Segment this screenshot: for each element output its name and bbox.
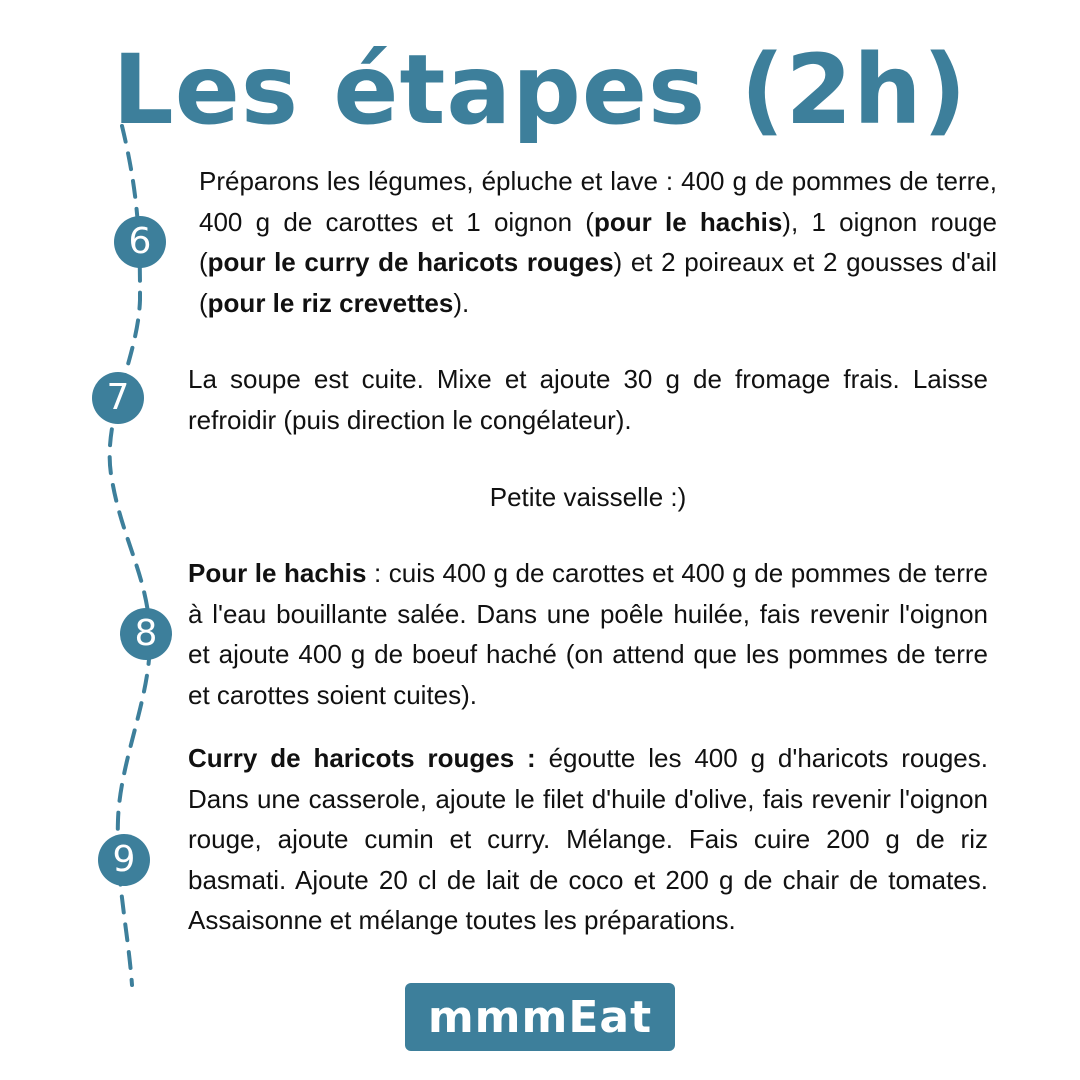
bold-segment: Curry de haricots rouges : [188,743,536,773]
brand-logo: mmmEat [405,983,675,1051]
text-segment: ), 1 oignon rouge ( [199,206,997,277]
text-segment: La soupe est cuite. Mixe et ajoute 30 g de fromage frais. Laisse refroidir (puis direction le congélateur). [188,364,988,435]
bold-segment: pour le riz crevettes [207,287,454,318]
text-segment: Préparons les légumes, épluche et lave : 400 g de pommes de terre, 400 g de carottes et 1 oignon ( [199,166,997,237]
text-segment: ). [453,287,470,318]
bold-segment: pour le hachis [593,206,783,237]
step-8-text [188,553,988,715]
step-number-8: 8 [120,608,172,660]
page-title: Les étapes (2h) [112,34,968,146]
bold-segment: pour le curry de haricots rouges [207,247,614,277]
step-number-7: 7 [92,372,144,424]
step-6-text [199,161,997,323]
step-7-text [188,359,988,440]
text-segment: égoutte les 400 g d'haricots rouges. Dans une casserole, ajoute le filet d'huile d'olive, fais revenir l'oignon rouge, ajoute cumin et curry. Mélange. Fais cuire 200 g de riz basmati. Ajoute 20 cl de lait de coco et 200 g de chair de tomates. Assaisonne et mélange toutes les préparations. [188,743,988,935]
step-number-9: 9 [98,834,150,886]
step-number-6: 6 [114,216,166,268]
text-segment: ) et 2 poireaux et 2 gousses d'ail ( [199,247,997,318]
bold-segment: Pour le hachis [188,558,367,588]
step-9-text [188,738,988,941]
dishwashing-note: Petite vaisselle :) [489,482,687,512]
text-segment: : cuis 400 g de carottes et 400 g de pommes de terre à l'eau bouillante salée. Dans une poêle huilée, fais revenir l'oignon et ajoute 400 g de boeuf haché (on attend que les pommes de terre et carottes soient cuites). [188,558,988,710]
